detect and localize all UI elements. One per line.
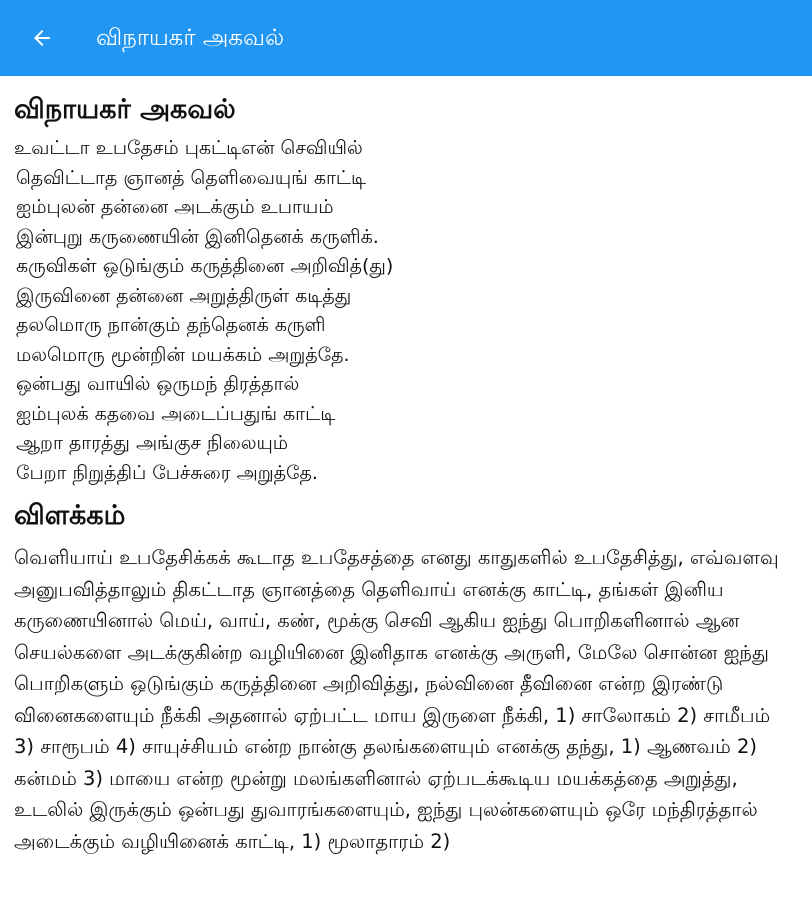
verse-line: ஒன்பது வாயில் ஒருமந் திரத்தால் — [16, 373, 300, 395]
app-bar — [0, 0, 812, 76]
app-bar-title: விநாயகர் அகவல் — [96, 25, 285, 51]
content-scroll-area[interactable] — [0, 76, 812, 900]
verse-line: இருவினை தன்னை அறுத்திருள் கடித்து — [16, 284, 352, 307]
verse-line: ஐம்புலன் தன்னை அடக்கும் உபாயம் — [16, 196, 334, 218]
verse-line: ஆறா தாரத்து அங்குச நிலையும் — [16, 432, 289, 454]
verse-title: விநாயகர் அகவல் — [14, 94, 236, 125]
verse-line: உவட்டா உபதேசம் புகட்டிஎன் செவியில் — [14, 137, 363, 159]
verse-line: மலமொரு மூன்றின் மயக்கம் அறுத்தே. — [16, 343, 350, 366]
verse-line: பேறா நிறுத்திப் பேச்சுரை அறுத்தே. — [16, 461, 318, 484]
back-button[interactable] — [0, 0, 84, 76]
verse-line: தெவிட்டாத ஞானத் தெளிவையுங் காட்டி — [16, 166, 367, 189]
verse-line: தலமொரு நான்கும் தந்தெனக் கருளி — [16, 314, 326, 336]
verse-line: ஐம்புலக் கதவை அடைப்பதுங் காட்டி — [16, 402, 336, 425]
explanation-text: வெளியாய் உபதேசிக்கக் கூடாத உபதேசத்தை எனது காதுகளில் உபதேசித்து, எவ்வளவு அனுபவித்தாலும் திகட்டாத ஞானத்தை தெளிவாய் எனக்கு காட்டி, தங்கள் இனிய கருணையினால் மெய், வாய், கண், மூக்கு செவி ஆகிய ஐந்து பொறிகளினால் ஆன செயல்களை அடக்குகின்ற வழியினை இனிதாக எனக்கு அருளி, மேலே சொன்ன ஐந்து பொறிகளும் ஒடுங்கும் கருத்தினை அறிவித்து, நல்வினை தீவினை என்ற இரண்டு வினைகளையும் நீக்கி அதனால் ஏற்பட்ட மாய இருளை நீக்கி, 1) சாலோகம் 2) சாமீபம் 3) சாரூபம் 4) சாயுச்சியம் என்ற நான்கு தலங்களையும் எனக்கு தந்து, 1) ஆணவம் 2) கன்மம் 3) மாயை என்ற மூன்று மலங்களினால் ஏற்படக்கூடிய மயக்கத்தை அறுத்து, உடலில் இருக்கும் ஒன்பது துவாரங்களையும், ஐந்து புலன்களையும் ஒரே மந்திரத்தால் அடைக்கும் வழியினைக் காட்டி, 1) மூலாதாரம் 2) — [14, 546, 779, 853]
verse-lines — [14, 134, 798, 488]
verse-line: கருவிகள் ஒடுங்கும் கருத்தினை அறிவித்(து) — [16, 255, 394, 277]
explanation-title: விளக்கம் — [14, 500, 126, 531]
arrow-back-icon — [30, 26, 54, 50]
verse-line: இன்புறு கருணையின் இனிதெனக் கருளிக். — [16, 225, 379, 248]
